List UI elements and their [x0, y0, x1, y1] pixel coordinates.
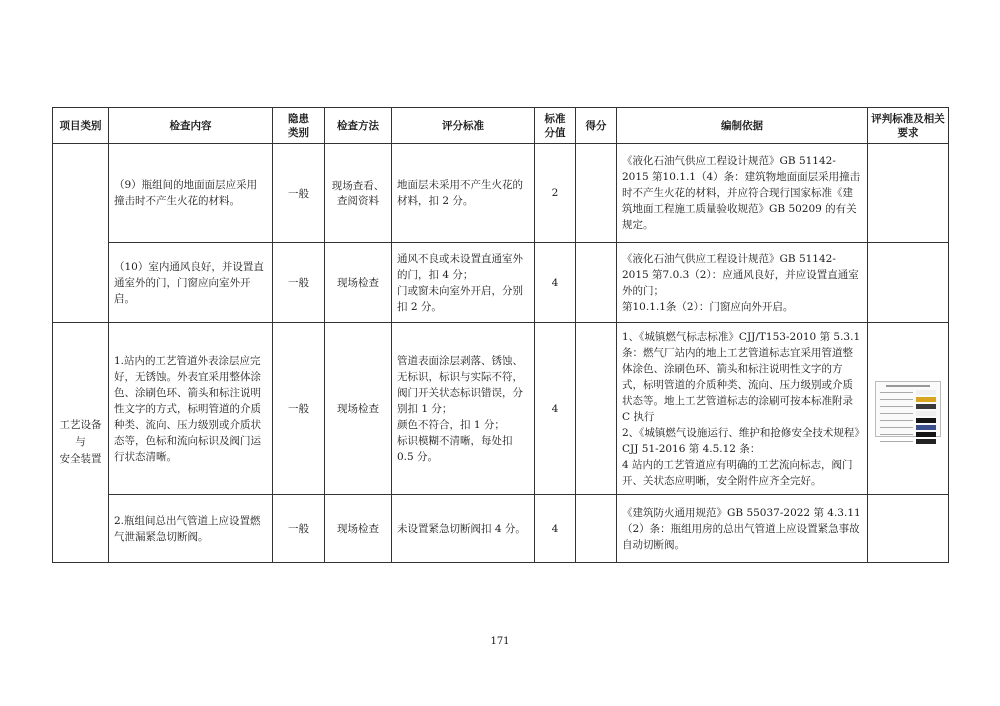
row-hazard: 一般 [273, 495, 325, 563]
row-score: 2 [535, 144, 576, 243]
row-reference [868, 495, 949, 563]
row-criteria: 未设置紧急切断阀扣 4 分。 [392, 495, 535, 563]
row-method: 现场检查 [325, 495, 392, 563]
color-swatch-row [880, 404, 936, 409]
row-reference [868, 243, 949, 323]
pipe-color-chart-image [875, 381, 941, 437]
header-hazard: 隐患 类别 [273, 108, 325, 144]
row-method: 现场检查 [325, 323, 392, 495]
color-swatch-row [880, 425, 936, 430]
row-score: 4 [535, 323, 576, 495]
header-basis: 编制依据 [617, 108, 868, 144]
row-hazard: 一般 [273, 144, 325, 243]
header-criteria: 评分标准 [392, 108, 535, 144]
color-swatch-row [880, 432, 936, 437]
row-score: 4 [535, 495, 576, 563]
row-hazard: 一般 [273, 323, 325, 495]
header-method: 检查方法 [325, 108, 392, 144]
table-row [53, 323, 949, 495]
row-method: 现场查看、 查阅资料 [325, 144, 392, 243]
row-basis: 《建筑防火通用规范》GB 55037-2022 第 4.3.11（2）条：瓶组用房的总出气管道上应设置紧急事故自动切断阀。 [617, 495, 868, 563]
color-swatch-row [880, 411, 936, 416]
row-hazard: 一般 [273, 243, 325, 323]
row-content: （10）室内通风良好，并设置直通室外的门，门窗应向室外开启。 [109, 243, 273, 323]
row-got [576, 144, 617, 243]
category-cell: 工艺设备 与 安全装置 [53, 323, 109, 563]
row-content: 1.站内的工艺管道外表涂层应完好，无锈蚀。外表宜采用整体涂色、涂刷色环、箭头和标注说明性文字的方式，标明管道的介质种类、流向、压力级别或介质状态等，色标和流向标识及阀门运行状态清晰。 [109, 323, 273, 495]
row-criteria: 管道表面涂层剥落、锈蚀、无标识，标识与实际不符，阀门开关状态标识错误，分别扣 1 分； 颜色不符合，扣 1 分； 标识模糊不清晰，每处扣 0.5 分。 [392, 323, 535, 495]
row-reference [868, 144, 949, 243]
row-method: 现场检查 [325, 243, 392, 323]
inspection-table [52, 107, 949, 563]
page-number: 171 [490, 636, 510, 647]
category-cell-empty [53, 144, 109, 323]
row-score: 4 [535, 243, 576, 323]
header-got: 得分 [576, 108, 617, 144]
row-basis: 《液化石油气供应工程设计规范》GB 51142-2015 第7.0.3（2）：应通风良好，并应设置直通室外的门； 第10.1.1条（2）：门窗应向外开启。 [617, 243, 868, 323]
color-swatch-row [880, 418, 936, 423]
color-swatch-row [880, 397, 936, 402]
row-content: （9）瓶组间的地面面层应采用撞击时不产生火花的材料。 [109, 144, 273, 243]
color-swatch-row [880, 439, 936, 444]
table-row [53, 144, 949, 243]
table-header-row [53, 108, 949, 144]
row-got [576, 243, 617, 323]
color-swatch-row [880, 390, 936, 395]
header-reference: 评判标准及相关 要求 [868, 108, 949, 144]
table-row [53, 243, 949, 323]
header-category: 项目类别 [53, 108, 109, 144]
row-basis: 1、《城镇燃气标志标准》CJJ/T153-2010 第 5.3.1 条：燃气厂站内的地上工艺管道标志宜采用管道整体涂色、涂刷色环、箭头和标注说明性文字的方式，标明管道的介质种类、流向、压力级别或介质状态等。地上工艺管道标志的涂刷可按本标准附录 C 执行 2、《城镇燃气设施运行、维护和抢修安全技术规程》CJJ 51-2016 第 4.5.12 条： 4 站内的工艺管道应有明确的工艺流向标志，阀门开、关状态应明晰，安全附件应齐全完好。 [617, 323, 868, 495]
row-criteria: 通风不良或未设置直通室外的门，扣 4 分； 门或窗未向室外开启，分别扣 2 分。 [392, 243, 535, 323]
row-got [576, 323, 617, 495]
header-score: 标准 分值 [535, 108, 576, 144]
row-criteria: 地面层未采用不产生火花的材料，扣 2 分。 [392, 144, 535, 243]
row-content: 2.瓶组间总出气管道上应设置燃气泄漏紧急切断阀。 [109, 495, 273, 563]
header-content: 检查内容 [109, 108, 273, 144]
table-row [53, 495, 949, 563]
row-got [576, 495, 617, 563]
row-reference [868, 323, 949, 495]
row-basis: 《液化石油气供应工程设计规范》GB 51142-2015 第10.1.1（4）条：建筑物地面面层采用撞击时不产生火花的材料，并应符合现行国家标准《建筑地面工程施工质量验收规范》GB 50209 的有关规定。 [617, 144, 868, 243]
